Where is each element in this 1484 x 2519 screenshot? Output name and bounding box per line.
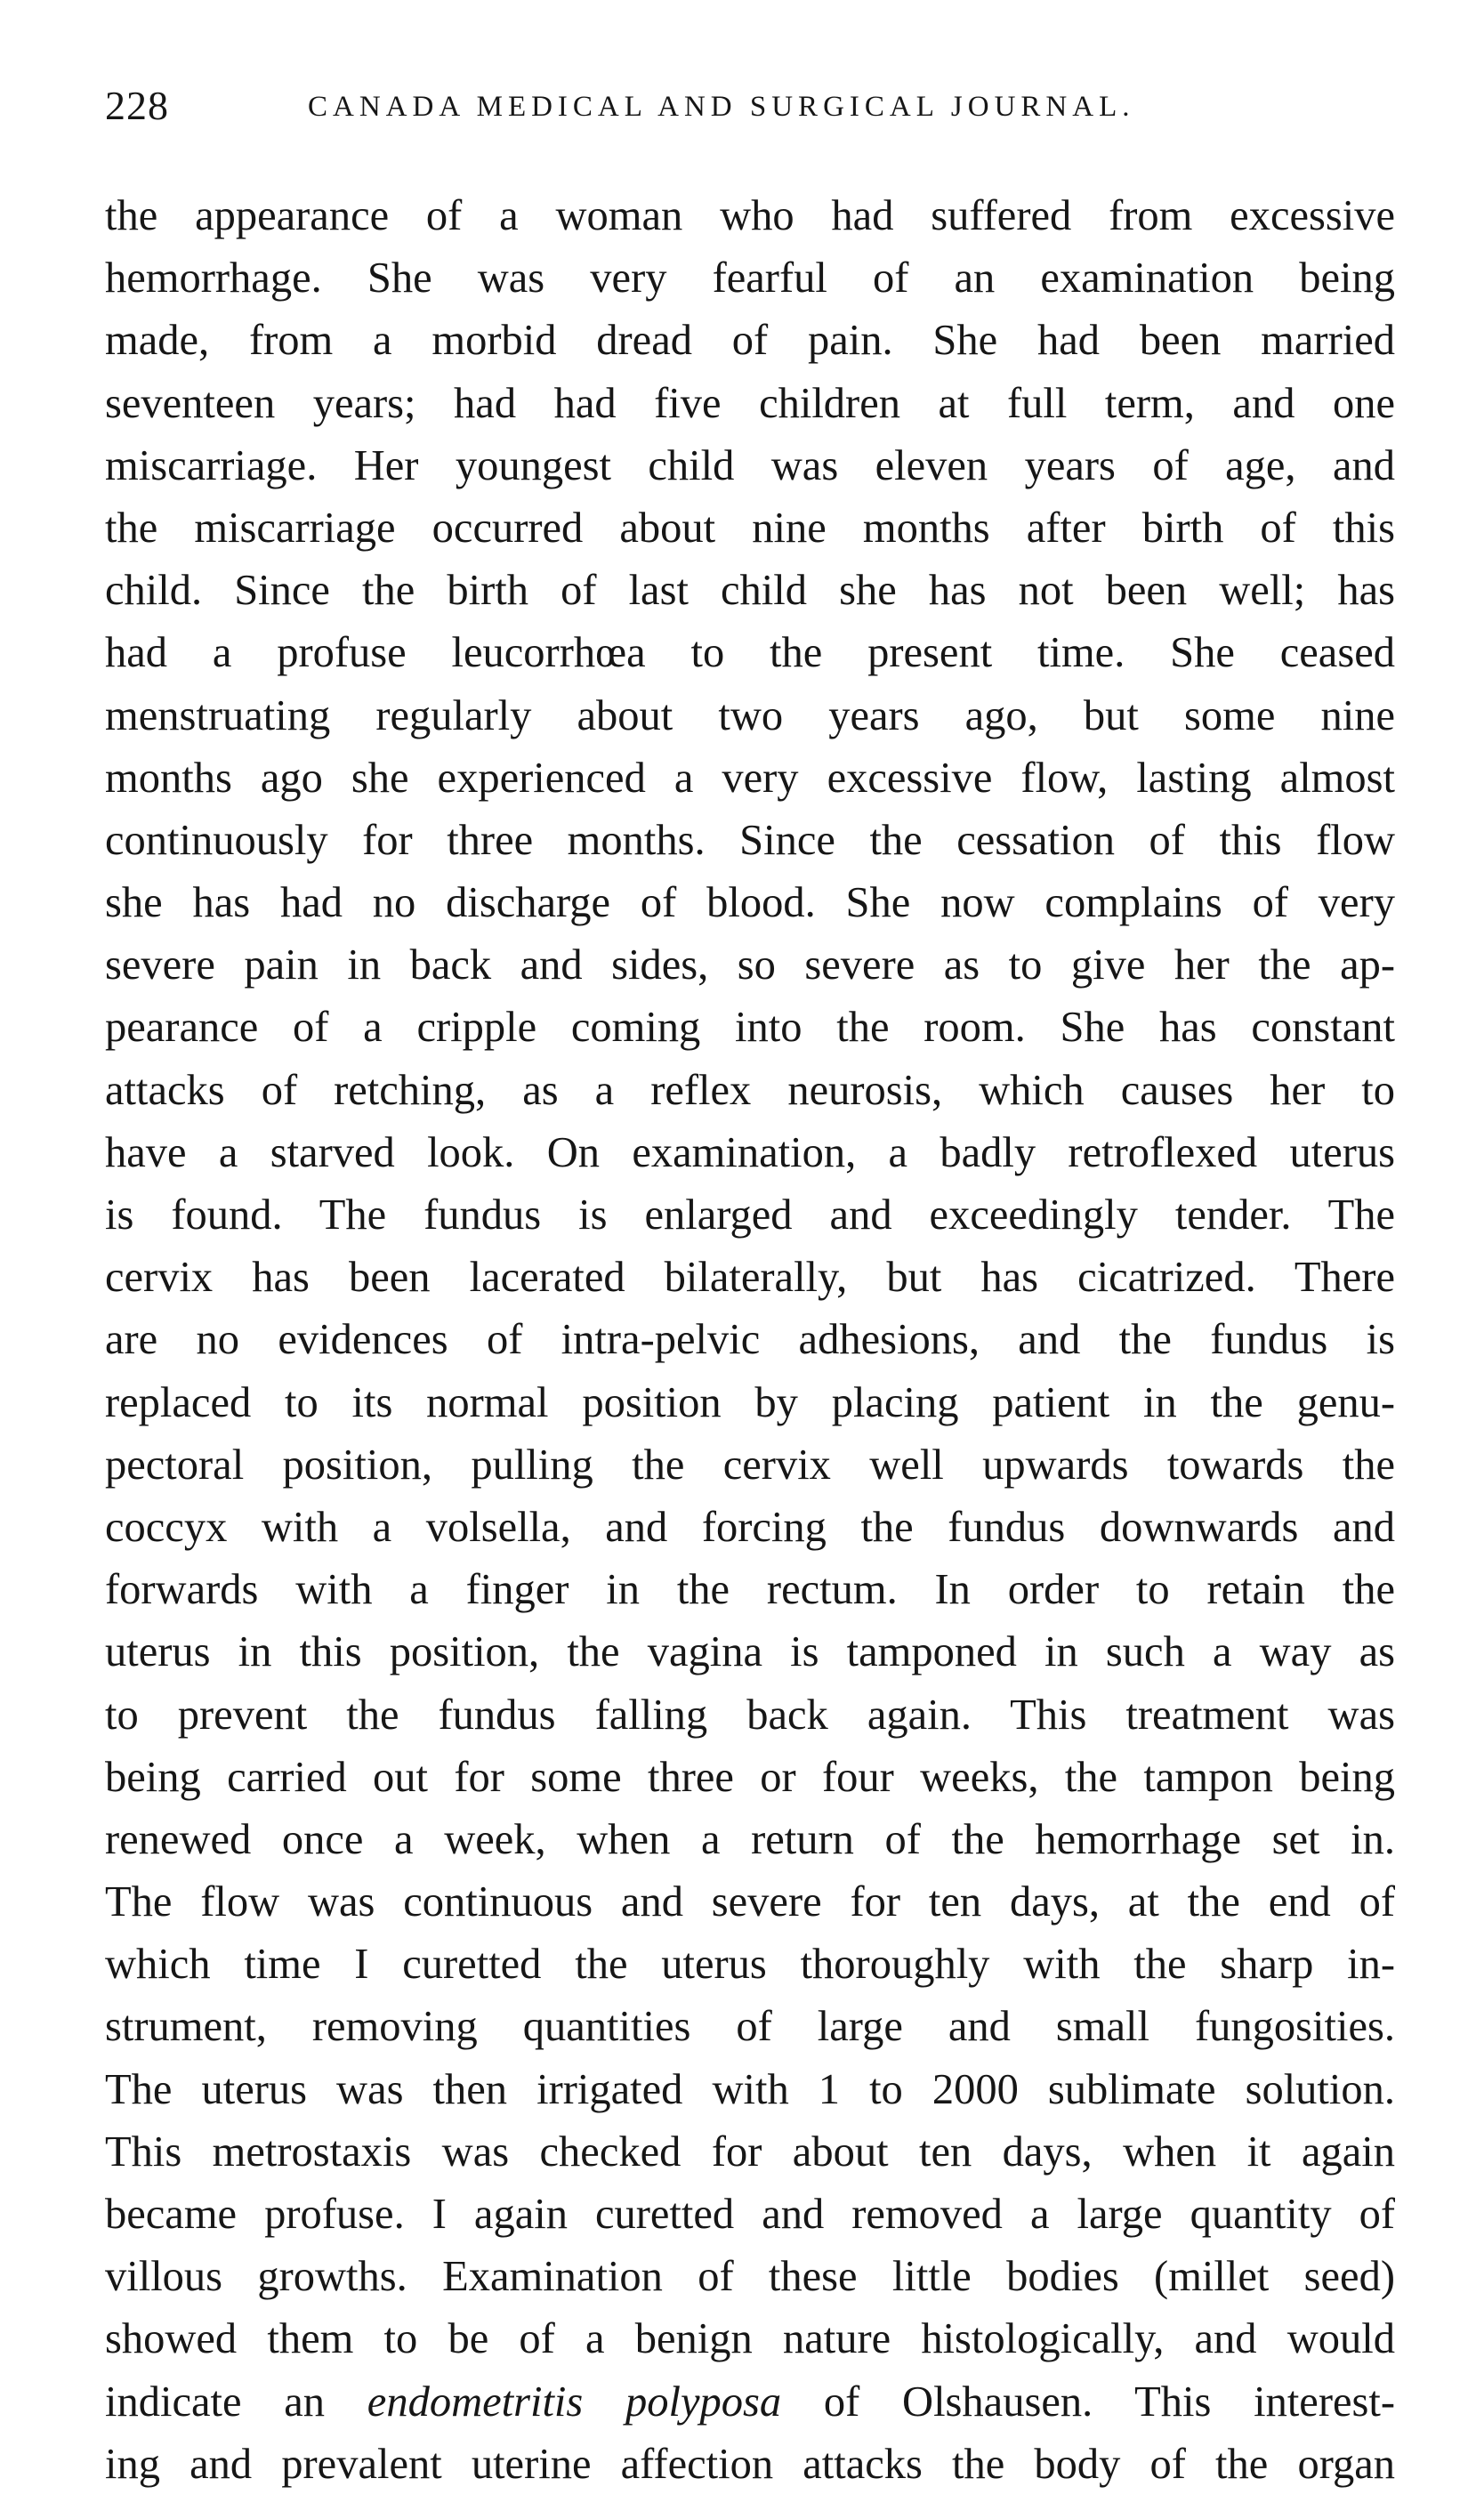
text-line: coccyx with a volsella, and forcing the fundus downwards and	[105, 1503, 1395, 1551]
line-36-after: of Olshausen. This interest-	[781, 2378, 1395, 2426]
text-line: the appearance of a woman who had suffered from excessive	[105, 192, 1395, 239]
text-line: being carried out for some three or four weeks, the tampon being	[105, 1753, 1395, 1801]
text-line: had a profuse leucorrhœa to the present time. She ceased	[105, 629, 1395, 677]
text-line: pearance of a cripple coming into the room. She has constant	[105, 1004, 1395, 1052]
text-line: the miscarriage occurred about nine months after birth of this	[105, 504, 1395, 552]
page-number: 228	[105, 83, 169, 128]
text-line: which time I curetted the uterus thoroughly with the sharp in-	[105, 1941, 1395, 1989]
text-line: uterus in this position, the vagina is tamponed in such a way as	[105, 1628, 1395, 1676]
text-line: renewed once a week, when a return of the hemorrhage set in.	[105, 1815, 1395, 1863]
text-line: hemorrhage. She was very fearful of an examination being	[105, 254, 1395, 303]
text-line: is found. The fundus is enlarged and exceedingly tender. The	[105, 1191, 1395, 1239]
text-line-with-italic	[105, 2371, 1395, 2434]
journal-title: CANADA MEDICAL AND SURGICAL JOURNAL.	[308, 91, 1135, 123]
text-line: The flow was continuous and severe for ten days, at the end of	[105, 1878, 1395, 1926]
text-line: strument, removing quantities of large and small fungosities.	[105, 2003, 1395, 2051]
body-text	[105, 185, 1395, 2496]
text-line: menstruating regularly about two years ago, but some nine	[105, 691, 1395, 739]
text-line: replaced to its normal position by placing patient in the genu-	[105, 1378, 1395, 1426]
text-line: showed them to be of a benign nature histologically, and would	[105, 2315, 1395, 2363]
italic-term-endometritis-polyposa: endometritis polyposa	[367, 2378, 782, 2426]
text-line-last: ing and prevalent uterine affection attacks the body of the organ	[105, 2440, 1395, 2488]
text-line: The uterus was then irrigated with 1 to 2000 sublimate solution.	[105, 2065, 1395, 2113]
text-line: attacks of retching, as a reflex neurosis, which causes her to	[105, 1066, 1395, 1114]
text-line: pectoral position, pulling the cervix well upwards towards the	[105, 1441, 1395, 1489]
line-36-before: indicate an	[105, 2378, 367, 2426]
text-line: villous growths. Examination of these little bodies (millet seed)	[105, 2253, 1395, 2301]
text-line: she has had no discharge of blood. She now complains of very	[105, 879, 1395, 927]
text-line: severe pain in back and sides, so severe as to give her the ap-	[105, 941, 1395, 989]
text-line: continuously for three months. Since the cessation of this flow	[105, 816, 1395, 864]
text-line: miscarriage. Her youngest child was eleven years of age, and	[105, 441, 1395, 489]
text-line: child. Since the birth of last child she has not been well; has	[105, 567, 1395, 615]
running-head	[105, 82, 1404, 135]
text-line: made, from a morbid dread of pain. She had been married	[105, 317, 1395, 365]
text-line: forwards with a finger in the rectum. In order to retain the	[105, 1566, 1395, 1614]
text-line: became profuse. I again curetted and removed a large quantity of	[105, 2191, 1395, 2238]
text-line: seventeen years; had had five children at full term, and one	[105, 379, 1395, 427]
text-line: months ago she experienced a very excessive flow, lasting almost	[105, 754, 1395, 802]
text-line: have a starved look. On examination, a badly retroflexed uterus	[105, 1128, 1395, 1176]
text-line: to prevent the fundus falling back again. This treatment was	[105, 1691, 1395, 1739]
text-line: cervix has been lacerated bilaterally, but has cicatrized. There	[105, 1254, 1395, 1302]
text-line: are no evidences of intra-pelvic adhesions, and the fundus is	[105, 1316, 1395, 1364]
text-line: This metrostaxis was checked for about ten days, when it again	[105, 2127, 1395, 2176]
